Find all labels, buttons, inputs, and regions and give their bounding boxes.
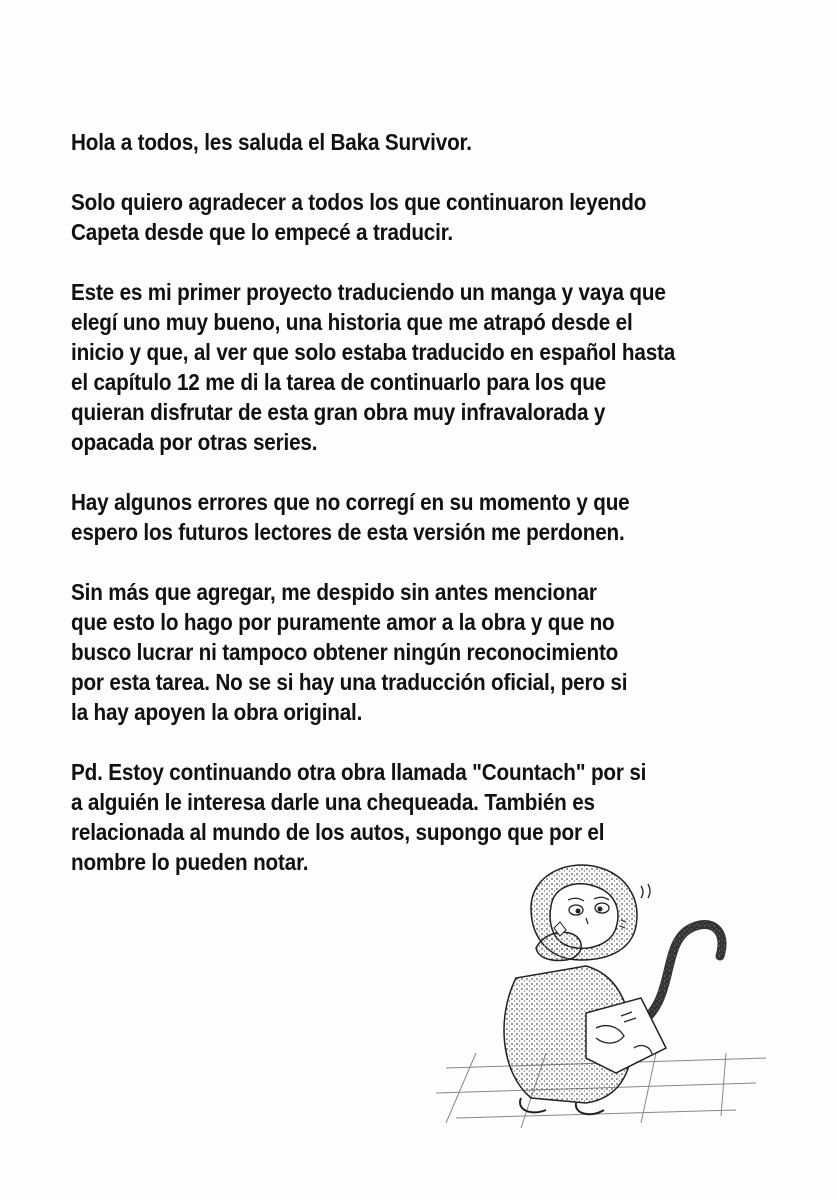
text-line: Hay algunos errores que no corregí en su momento y que bbox=[71, 489, 630, 515]
text-line: quieran disfrutar de esta gran obra muy infravalorada y bbox=[71, 399, 606, 425]
monkey-eating-snack-icon bbox=[436, 848, 776, 1138]
text-line: Este es mi primer proyecto traduciendo un manga y vaya que bbox=[71, 279, 666, 305]
text-line: la hay apoyen la obra original. bbox=[71, 699, 363, 725]
text-line: Hola a todos, les saluda el Baka Survivor. bbox=[71, 129, 472, 155]
text-line: por esta tarea. No se si hay una traducción oficial, pero si bbox=[71, 669, 628, 695]
text-line: Pd. Estoy continuando otra obra llamada "Countach" por si bbox=[71, 759, 647, 785]
paragraph-errors bbox=[71, 487, 728, 547]
text-line: espero los futuros lectores de esta versión me perdonen. bbox=[71, 519, 625, 545]
paragraph-greeting bbox=[71, 127, 728, 157]
text-line: inicio y que, al ver que solo estaba traducido en español hasta bbox=[71, 339, 676, 365]
text-line: nombre lo pueden notar. bbox=[71, 849, 309, 875]
text-line: relacionada al mundo de los autos, supongo que por el bbox=[71, 819, 605, 845]
text-line: opacada por otras series. bbox=[71, 429, 318, 455]
text-line: que esto lo hago por puramente amor a la obra y que no bbox=[71, 609, 615, 635]
text-line: busco lucrar ni tampoco obtener ningún reconocimiento bbox=[71, 639, 619, 665]
text-line: a alguién le interesa darle una chequeada. También es bbox=[71, 789, 595, 815]
text-line: el capítulo 12 me di la tarea de continuarlo para los que bbox=[71, 369, 607, 395]
text-line: Solo quiero agradecer a todos los que continuaron leyendo bbox=[71, 189, 647, 215]
paragraph-thanks bbox=[71, 187, 728, 247]
paragraph-farewell bbox=[71, 577, 728, 727]
text-line: Sin más que agregar, me despido sin antes mencionar bbox=[71, 579, 597, 605]
text-line: elegí uno muy bueno, una historia que me atrapó desde el bbox=[71, 309, 633, 335]
translator-note bbox=[71, 127, 728, 907]
paragraph-project bbox=[71, 277, 728, 457]
text-line: Capeta desde que lo empecé a traducir. bbox=[71, 219, 454, 245]
